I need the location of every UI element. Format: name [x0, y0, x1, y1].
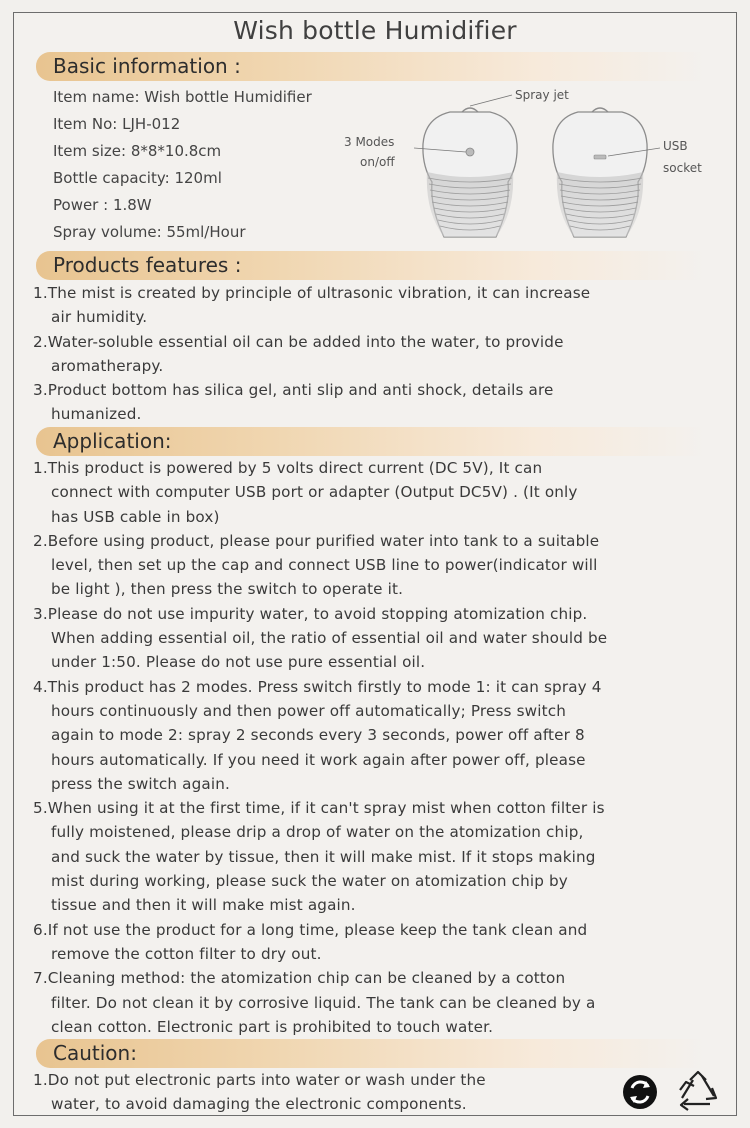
application-1-line-1: 1.This product is powered by 5 volts direct current (DC 5V), It can — [33, 459, 543, 477]
application-item-3 — [33, 602, 713, 675]
application-7-line-2: filter. Do not clean it by corrosive liquid. The tank can be cleaned by a — [51, 993, 596, 1012]
label-usb-line2: socket — [663, 161, 702, 175]
application-5-line-5: tissue and then it will make mist again. — [51, 896, 356, 915]
section-heading-application: Application: — [36, 427, 706, 456]
feature-2-line-1: 2.Water-soluble essential oil can be added into the water, to provide — [33, 332, 564, 351]
section-heading-caution: Caution: — [36, 1039, 706, 1068]
application-5-line-4: mist during working, please suck the water on atomization chip by — [51, 872, 568, 891]
application-item-1 — [33, 456, 713, 529]
recycle-triangle-icon — [680, 1072, 716, 1110]
info-item-no: Item No: LJH-012 — [53, 115, 181, 133]
application-item-6 — [33, 918, 713, 967]
application-4-line-1: 4.This product has 2 modes. Press switch firstly to mode 1: it can spray 4 — [33, 677, 602, 696]
caution-item-1 — [33, 1068, 623, 1117]
label-modes-line2: on/off — [360, 155, 395, 169]
application-7-line-3: clean cotton. Electronic part is prohibited to touch water. — [51, 1017, 494, 1036]
info-item-size: Item size: 8*8*10.8cm — [53, 142, 222, 160]
recycle-icons — [618, 1068, 728, 1116]
application-list — [33, 456, 713, 1039]
features-list — [33, 281, 713, 427]
label-modes-line1: 3 Modes — [344, 135, 395, 149]
application-item-7 — [33, 966, 713, 1039]
application-5-line-2: fully moistened, please drip a drop of water on the atomization chip, — [51, 823, 584, 842]
feature-item-3 — [33, 378, 713, 427]
application-item-2 — [33, 529, 713, 602]
application-4-line-2: hours continuously and then power off automatically; Press switch — [51, 701, 566, 720]
feature-3-line-2: humanized. — [51, 405, 142, 424]
recycle-arrows-icon — [623, 1075, 657, 1109]
application-2-line-2: level, then set up the cap and connect USB line to power(indicator will — [51, 556, 598, 575]
application-7-line-1: 7.Cleaning method: the atomization chip can be cleaned by a cotton — [33, 969, 566, 988]
feature-3-line-1: 3.Product bottom has silica gel, anti slip and anti shock, details are — [33, 381, 554, 400]
application-3-line-2: When adding essential oil, the ratio of essential oil and water should be — [51, 629, 608, 648]
info-bottle-capacity: Bottle capacity: 120ml — [53, 169, 222, 187]
info-spray-volume: Spray volume: 55ml/Hour — [53, 223, 246, 241]
feature-1-line-2: air humidity. — [51, 308, 148, 327]
feature-item-1 — [33, 281, 713, 330]
application-3-line-3: under 1:50. Please do not use pure essential oil. — [51, 653, 426, 672]
caution-1-line-1: 1.Do not put electronic parts into water or wash under the — [33, 1071, 486, 1089]
application-5-line-1: 5.When using it at the first time, if it can't spray mist when cotton filter is — [33, 799, 605, 818]
info-power: Power : 1.8W — [53, 196, 152, 214]
application-6-line-1: 6.If not use the product for a long time, please keep the tank clean and — [33, 920, 588, 939]
humidifier-illustration — [330, 82, 725, 252]
application-1-line-2: connect with computer USB port or adapter (Output DC5V) . (It only — [51, 483, 578, 502]
page-title: Wish bottle Humidifier — [233, 16, 517, 45]
section-heading-basic: Basic information : — [36, 52, 706, 81]
application-4-line-3: again to mode 2: spray 2 seconds every 3 seconds, power off after 8 — [51, 726, 585, 745]
info-item-name: Item name: Wish bottle Humidifier — [53, 88, 312, 106]
application-6-line-2: remove the cotton filter to dry out. — [51, 944, 322, 963]
caution-1-line-2: water, to avoid damaging the electronic components. — [51, 1095, 467, 1114]
application-4-line-5: press the switch again. — [51, 774, 230, 793]
application-2-line-1: 2.Before using product, please pour purified water into tank to a suitable — [33, 531, 600, 550]
application-2-line-3: be light ), then press the switch to operate it. — [51, 580, 404, 599]
application-item-5 — [33, 796, 713, 917]
caution-list — [33, 1068, 623, 1117]
application-1-line-3: has USB cable in box) — [51, 507, 220, 526]
application-4-line-4: hours automatically. If you need it work again after power off, please — [51, 750, 586, 769]
application-5-line-3: and suck the water by tissue, then it will make mist. If it stops making — [51, 847, 596, 866]
label-spray-jet: Spray jet — [515, 88, 569, 102]
feature-1-line-1: 1.The mist is created by principle of ultrasonic vibration, it can increase — [33, 284, 591, 302]
application-item-4 — [33, 675, 713, 796]
bottle-back-icon — [553, 108, 660, 237]
application-3-line-1: 3.Please do not use impurity water, to avoid stopping atomization chip. — [33, 604, 588, 623]
section-heading-features: Products features : — [36, 251, 706, 280]
feature-2-line-2: aromatherapy. — [51, 356, 164, 375]
label-usb-line1: USB — [663, 139, 688, 153]
feature-item-2 — [33, 330, 713, 379]
bottle-front-icon — [414, 95, 517, 237]
